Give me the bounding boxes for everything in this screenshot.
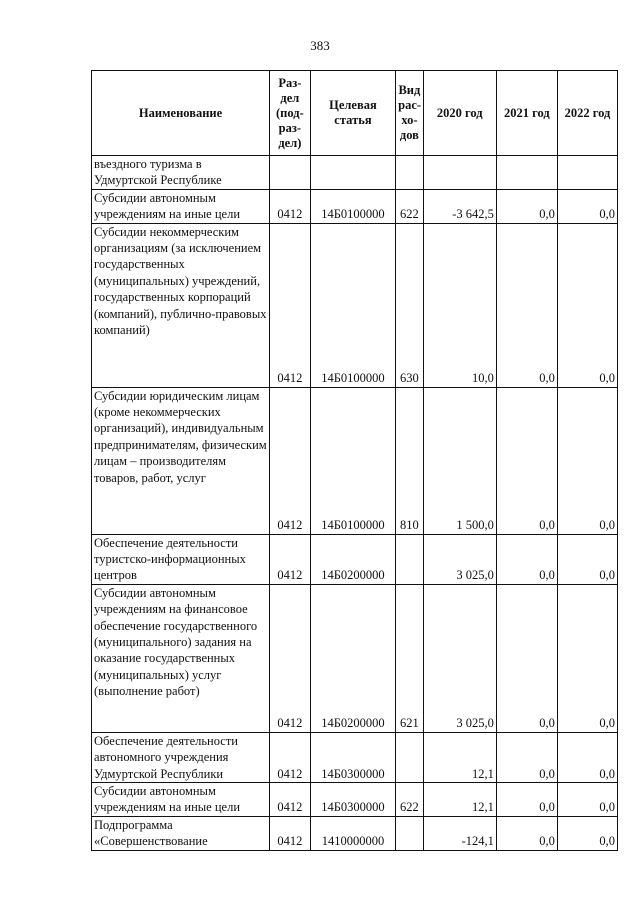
header-target: Целевая статья	[310, 71, 395, 156]
row-name: Субсидии автономным учреждениям на иные цели	[92, 783, 270, 817]
row-2020: -3 642,5	[423, 189, 496, 223]
row-target	[310, 156, 395, 190]
table-row	[92, 584, 618, 732]
row-2020: 10,0	[423, 223, 496, 387]
row-name: Субсидии автономным учреждениям на финансовое обеспечение государственного (муниципального) задания на оказание государственных (муниципальных) услуг (выполнение работ)	[92, 584, 270, 732]
row-2022: 0,0	[557, 783, 617, 817]
table-row	[92, 783, 618, 817]
row-2020: -124,1	[423, 816, 496, 850]
header-2022: 2022 год	[557, 71, 617, 156]
row-2020: 12,1	[423, 783, 496, 817]
table-row	[92, 732, 618, 782]
row-name: Субсидии юридическим лицам (кроме некоммерческих организаций), индивидуальным предпринимателям, физическим лицам – производителям товаров, работ, услуг	[92, 387, 270, 534]
page-number: 383	[310, 38, 330, 53]
row-section: 0412	[270, 387, 311, 534]
row-type	[396, 816, 423, 850]
row-2021: 0,0	[496, 189, 557, 223]
row-2021: 0,0	[496, 223, 557, 387]
header-2020: 2020 год	[423, 71, 496, 156]
row-section: 0412	[270, 223, 311, 387]
row-section	[270, 156, 311, 190]
row-name: въездного туризма в Удмуртской Республике	[92, 156, 270, 190]
row-2022	[557, 156, 617, 190]
row-name: Подпрограмма «Совершенствование	[92, 816, 270, 850]
row-type: 622	[396, 189, 423, 223]
header-section: Раз- дел (под- раз- дел)	[270, 71, 311, 156]
row-name: Обеспечение деятельности туристско-информационных центров	[92, 534, 270, 584]
row-target: 14Б0200000	[310, 584, 395, 732]
table-header-row	[92, 71, 618, 156]
row-type: 621	[396, 584, 423, 732]
table-row	[92, 387, 618, 534]
row-type: 630	[396, 223, 423, 387]
row-2021: 0,0	[496, 387, 557, 534]
row-section: 0412	[270, 816, 311, 850]
header-type: Вид рас- хо- дов	[396, 71, 423, 156]
row-target: 14Б0100000	[310, 387, 395, 534]
row-2022: 0,0	[557, 584, 617, 732]
row-2022: 0,0	[557, 387, 617, 534]
row-2021: 0,0	[496, 783, 557, 817]
row-section: 0412	[270, 732, 311, 782]
row-2022: 0,0	[557, 189, 617, 223]
header-2021: 2021 год	[496, 71, 557, 156]
row-section: 0412	[270, 534, 311, 584]
row-section: 0412	[270, 189, 311, 223]
row-type: 810	[396, 387, 423, 534]
row-2021: 0,0	[496, 534, 557, 584]
row-section: 0412	[270, 783, 311, 817]
row-2021: 0,0	[496, 816, 557, 850]
row-2020: 1 500,0	[423, 387, 496, 534]
row-target: 14Б0100000	[310, 223, 395, 387]
table-row	[92, 223, 618, 387]
row-type: 622	[396, 783, 423, 817]
row-type	[396, 534, 423, 584]
row-target: 14Б0200000	[310, 534, 395, 584]
row-target: 14Б0300000	[310, 783, 395, 817]
row-2022: 0,0	[557, 223, 617, 387]
row-2022: 0,0	[557, 534, 617, 584]
row-2020: 3 025,0	[423, 584, 496, 732]
row-section: 0412	[270, 584, 311, 732]
row-type	[396, 156, 423, 190]
row-target: 14Б0100000	[310, 189, 395, 223]
row-2021: 0,0	[496, 732, 557, 782]
row-type	[396, 732, 423, 782]
row-2020	[423, 156, 496, 190]
row-2021: 0,0	[496, 584, 557, 732]
row-2020: 3 025,0	[423, 534, 496, 584]
table-row	[92, 534, 618, 584]
header-name: Наименование	[92, 71, 270, 156]
row-2020: 12,1	[423, 732, 496, 782]
row-2021	[496, 156, 557, 190]
row-target: 14Б0300000	[310, 732, 395, 782]
row-name: Субсидии автономным учреждениям на иные цели	[92, 189, 270, 223]
row-2022: 0,0	[557, 732, 617, 782]
budget-table	[91, 70, 618, 851]
table-row	[92, 156, 618, 190]
row-target: 1410000000	[310, 816, 395, 850]
table-row	[92, 189, 618, 223]
row-name: Субсидии некоммерческим организациям (за исключением государственных (муниципальных) учреждений, государственных корпораций (компаний), публично-правовых компаний)	[92, 223, 270, 387]
table-row	[92, 816, 618, 850]
row-name: Обеспечение деятельности автономного учреждения Удмуртской Республики	[92, 732, 270, 782]
row-2022: 0,0	[557, 816, 617, 850]
